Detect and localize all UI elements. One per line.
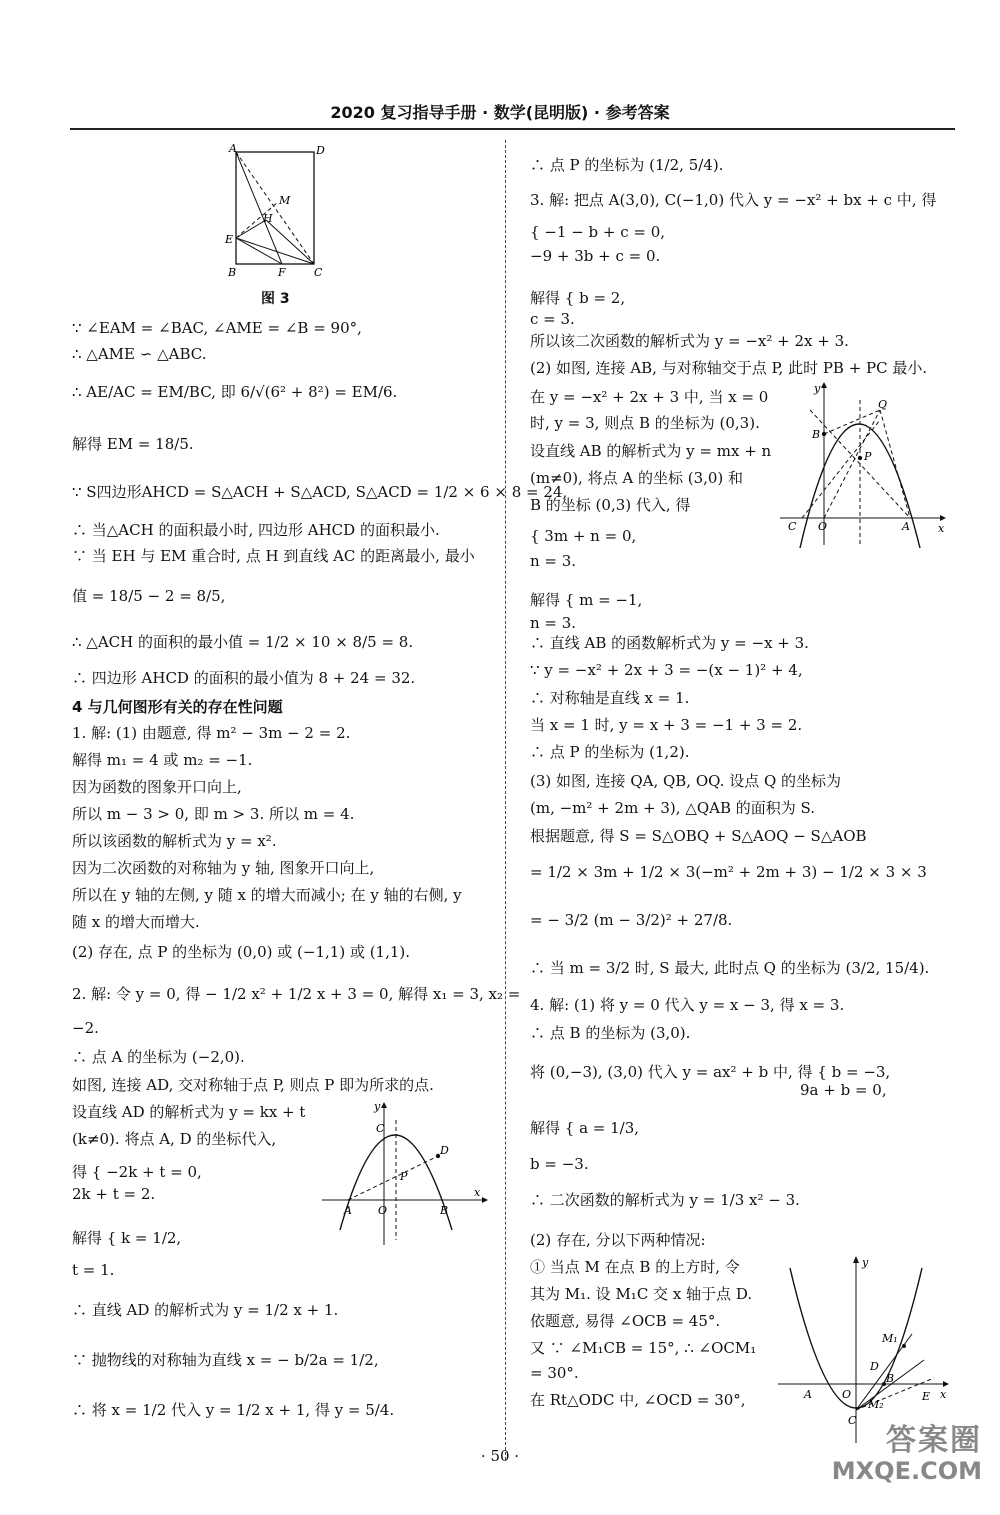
- y-axis-arrow: [381, 1102, 387, 1108]
- left-line: 随 x 的增大而增大.: [72, 913, 200, 931]
- right-line: ∴ 当 m = 3/2 时, S 最大, 此时点 Q 的坐标为 (3/2, 15/4).: [530, 959, 930, 977]
- right-line: { −1 − b + c = 0,: [530, 223, 666, 241]
- right-line: 在 y = −x² + 2x + 3 中, 当 x = 0: [530, 388, 769, 406]
- right-line: b = −3.: [530, 1155, 589, 1173]
- line-CB: [856, 1360, 924, 1410]
- point-M1: [902, 1344, 906, 1348]
- right-line: 在 Rt△ODC 中, ∠OCD = 30°,: [530, 1391, 746, 1409]
- label-D: D: [316, 144, 325, 157]
- left-parabola-diagram: [322, 1100, 492, 1250]
- right-line: 设直线 AB 的解析式为 y = mx + n: [530, 442, 772, 460]
- line-EH: [236, 220, 266, 238]
- right-top-parabola-diagram: [780, 380, 955, 550]
- label-x: x: [940, 1388, 947, 1401]
- left-line: (k≠0). 将点 A, D 的坐标代入,: [72, 1130, 277, 1148]
- left-line: 所以 m − 3 > 0, 即 m > 3. 所以 m = 4.: [72, 805, 355, 823]
- right-line: ∵ y = −x² + 2x + 3 = −(x − 1)² + 4,: [530, 661, 803, 679]
- label-y: y: [374, 1100, 381, 1113]
- label-C: C: [314, 266, 323, 279]
- left-line: (2) 存在, 点 P 的坐标为 (0,0) 或 (−1,1) 或 (1,1).: [72, 943, 411, 961]
- left-line: 因为函数的图象开口向上,: [72, 778, 242, 796]
- right-line: 4. 解: (1) 将 y = 0 代入 y = x − 3, 得 x = 3.: [530, 996, 845, 1014]
- figure-3-caption: 图 3: [261, 291, 290, 307]
- label-C: C: [788, 520, 797, 533]
- right-line: c = 3.: [530, 310, 575, 328]
- label-B: B: [886, 1372, 895, 1385]
- label-Q: Q: [878, 398, 888, 411]
- right-line: 根据题意, 得 S = S△OBQ + S△AOQ − S△AOB: [530, 827, 867, 845]
- left-line: ∵ ∠EAM = ∠BAC, ∠AME = ∠B = 90°,: [72, 319, 362, 337]
- figure-3-diagram: [222, 140, 332, 280]
- label-M1: M₁: [882, 1332, 898, 1345]
- right-line: −9 + 3b + c = 0.: [530, 247, 661, 265]
- label-O: O: [378, 1204, 388, 1217]
- left-line: ∴ △AME ∽ △ABC.: [72, 345, 207, 363]
- left-line: 设直线 AD 的解析式为 y = kx + t: [72, 1103, 306, 1121]
- label-B: B: [228, 266, 237, 279]
- right-line: 又 ∵ ∠M₁CB = 15°, ∴ ∠OCM₁: [530, 1339, 757, 1357]
- right-line: (3) 如图, 连接 QA, QB, OQ. 设点 Q 的坐标为: [530, 772, 842, 790]
- label-E: E: [225, 233, 234, 246]
- x-axis-arrow: [943, 1381, 949, 1387]
- right-line: 时, y = 3, 则点 B 的坐标为 (0,3).: [530, 414, 760, 432]
- left-line: 解得 { k = 1/2,: [72, 1229, 182, 1247]
- left-line: 1. 解: (1) 由题意, 得 m² − 3m − 2 = 2.: [72, 724, 351, 742]
- label-A: A: [344, 1204, 352, 1217]
- label-C: C: [376, 1122, 385, 1135]
- y-axis-arrow: [821, 382, 827, 388]
- right-line: ∴ 对称轴是直线 x = 1.: [530, 689, 690, 707]
- section-heading: 4 与几何图形有关的存在性问题: [72, 698, 283, 716]
- line-BQ-dashed: [824, 410, 880, 434]
- left-line: 如图, 连接 AD, 交对称轴于点 P, 则点 P 即为所求的点.: [72, 1076, 434, 1094]
- left-line: 2k + t = 2.: [72, 1185, 156, 1203]
- right-line: 所以该二次函数的解析式为 y = −x² + 2x + 3.: [530, 332, 849, 350]
- label-y: y: [814, 382, 821, 395]
- left-line: 因为二次函数的对称轴为 y 轴, 图象开口向上,: [72, 859, 375, 877]
- left-line: 所以在 y 轴的左侧, y 随 x 的增大而减小; 在 y 轴的右侧, y: [72, 886, 462, 904]
- right-line: n = 3.: [530, 552, 577, 570]
- watermark-url: MXQE.COM: [831, 1457, 982, 1485]
- page-number: · 50 ·: [480, 1447, 520, 1465]
- label-E: E: [922, 1390, 931, 1403]
- left-line: ∴ 四边形 AHCD 的面积的最小值为 8 + 24 = 32.: [72, 669, 416, 687]
- right-line: 解得 { a = 1/3,: [530, 1119, 640, 1137]
- x-axis-arrow: [940, 515, 946, 521]
- right-line: (m≠0), 将点 A 的坐标 (3,0) 和: [530, 469, 744, 487]
- label-x: x: [474, 1186, 481, 1199]
- right-line: = 1/2 × 3m + 1/2 × 3(−m² + 2m + 3) − 1/2 × 3 × 3: [530, 863, 927, 881]
- label-D: D: [440, 1144, 449, 1157]
- watermark-logo: 答案圈: [886, 1423, 982, 1458]
- label-A: A: [902, 520, 910, 533]
- right-line: ∴ 二次函数的解析式为 y = 1/3 x² − 3.: [530, 1191, 800, 1209]
- label-A: A: [804, 1388, 812, 1401]
- right-line: ∴ 点 P 的坐标为 (1,2).: [530, 743, 690, 761]
- left-line: ∴ 点 A 的坐标为 (−2,0).: [72, 1048, 245, 1066]
- right-line: 9a + b = 0,: [800, 1081, 887, 1099]
- label-x: x: [938, 522, 945, 535]
- column-divider: [505, 140, 506, 1460]
- label-H: H: [263, 212, 273, 225]
- left-line: ∵ 当 EH 与 EM 重合时, 点 H 到直线 AC 的距离最小, 最小: [72, 547, 475, 565]
- left-line: ∴ △ACH 的面积的最小值 = 1/2 × 10 × 8/5 = 8.: [72, 633, 414, 651]
- label-M: M: [279, 194, 291, 207]
- left-line: ∵ S四边形AHCD = S△ACH + S△ACD, S△ACD = 1/2 × 6 × 8 = 24,: [72, 483, 568, 501]
- right-line: ∴ 点 B 的坐标为 (3,0).: [530, 1024, 691, 1042]
- x-axis-arrow: [482, 1197, 488, 1203]
- line-AF: [236, 152, 282, 264]
- left-line: 解得 m₁ = 4 或 m₂ = −1.: [72, 751, 253, 769]
- line-QA-dashed: [880, 410, 910, 518]
- line-AD-dashed: [348, 1156, 438, 1200]
- label-C: C: [848, 1414, 857, 1427]
- right-line: (2) 如图, 连接 AB, 与对称轴交于点 P, 此时 PB + PC 最小.: [530, 359, 928, 377]
- left-line: 得 { −2k + t = 0,: [72, 1163, 202, 1181]
- left-line: ∴ 直线 AD 的解析式为 y = 1/2 x + 1.: [72, 1301, 339, 1319]
- left-line: ∴ AE/AC = EM/BC, 即 6/√(6² + 8²) = EM/6.: [72, 383, 398, 401]
- right-line: = − 3/2 (m − 3/2)² + 27/8.: [530, 911, 733, 929]
- left-line: ∴ 将 x = 1/2 代入 y = 1/2 x + 1, 得 y = 5/4.: [72, 1401, 395, 1419]
- right-line: 将 (0,−3), (3,0) 代入 y = ax² + b 中, 得 { b = −3,: [530, 1063, 891, 1081]
- label-B: B: [440, 1204, 449, 1217]
- right-line: ∴ 点 P 的坐标为 (1/2, 5/4).: [530, 156, 724, 174]
- right-line: (m, −m² + 2m + 3), △QAB 的面积为 S.: [530, 799, 816, 817]
- left-line: ∵ 抛物线的对称轴为直线 x = − b/2a = 1/2,: [72, 1351, 379, 1369]
- left-line: 值 = 18/5 − 2 = 8/5,: [72, 587, 226, 605]
- header-rule: [70, 128, 955, 130]
- right-line: 3. 解: 把点 A(3,0), C(−1,0) 代入 y = −x² + bx + c 中, 得: [530, 191, 937, 209]
- label-O: O: [842, 1388, 852, 1401]
- right-line: ① 当点 M 在点 B 的上方时, 令: [530, 1258, 740, 1276]
- left-line: 2. 解: 令 y = 0, 得 − 1/2 x² + 1/2 x + 3 = 0, 解得 x₁ = 3, x₂ =: [72, 985, 521, 1003]
- right-line: = 30°.: [530, 1364, 579, 1382]
- right-line: 依题意, 易得 ∠OCB = 45°.: [530, 1312, 721, 1330]
- right-line: 解得 { m = −1,: [530, 591, 643, 609]
- right-line: n = 3.: [530, 614, 577, 632]
- right-line: B 的坐标 (0,3) 代入, 得: [530, 496, 691, 514]
- left-line: t = 1.: [72, 1261, 115, 1279]
- right-line: (2) 存在, 分以下两种情况:: [530, 1231, 706, 1249]
- point-P: [858, 456, 862, 460]
- label-D: D: [870, 1360, 879, 1373]
- right-line: 解得 { b = 2,: [530, 289, 626, 307]
- watermark: [732, 1415, 982, 1495]
- label-A: A: [229, 142, 237, 155]
- label-P: P: [400, 1170, 408, 1183]
- point-B: [822, 432, 826, 436]
- right-line: { 3m + n = 0,: [530, 527, 637, 545]
- label-y: y: [862, 1256, 869, 1269]
- left-line: 所以该函数的解析式为 y = x².: [72, 832, 277, 850]
- page-header: 2020 复习指导手册 · 数学(昆明版) · 参考答案: [330, 103, 670, 122]
- right-line: 当 x = 1 时, y = x + 3 = −1 + 3 = 2.: [530, 716, 803, 734]
- right-line: ∴ 直线 AB 的函数解析式为 y = −x + 3.: [530, 634, 809, 652]
- label-O: O: [818, 520, 828, 533]
- label-P: P: [864, 450, 872, 463]
- left-line: ∴ 当△ACH 的面积最小时, 四边形 AHCD 的面积最小.: [72, 521, 440, 539]
- left-line: −2.: [72, 1019, 99, 1037]
- label-B: B: [812, 428, 821, 441]
- y-axis-arrow: [853, 1256, 859, 1263]
- right-line: 其为 M₁. 设 M₁C 交 x 轴于点 D.: [530, 1285, 753, 1303]
- label-M2: M₂: [868, 1398, 884, 1411]
- left-line: 解得 EM = 18/5.: [72, 435, 194, 453]
- label-F: F: [278, 266, 286, 279]
